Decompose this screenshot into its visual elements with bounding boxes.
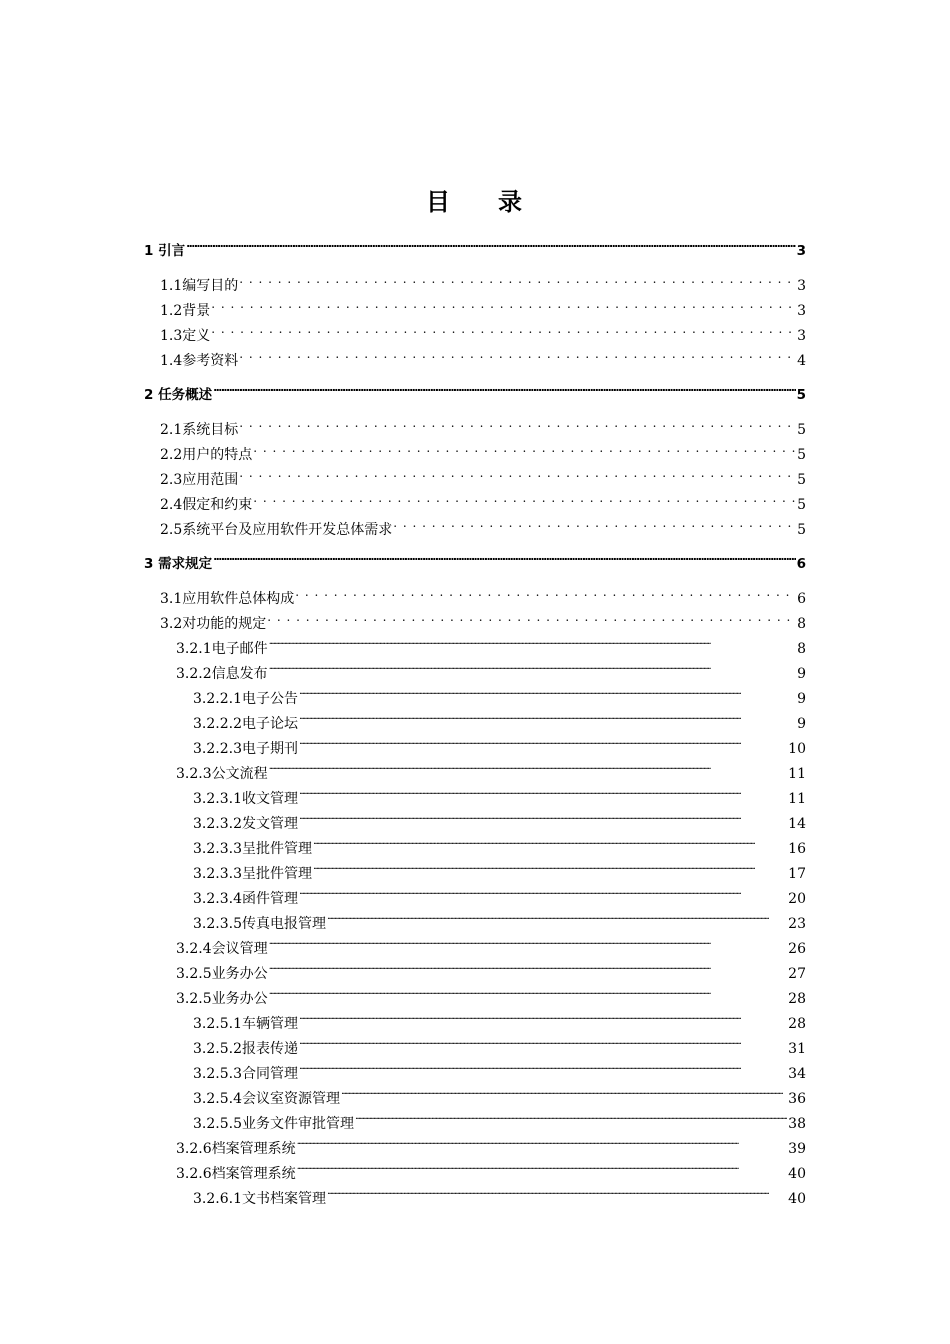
- toc-entry-label: 2 任务概述: [144, 387, 213, 403]
- toc-entry-page-number: 8: [797, 616, 806, 632]
- toc-entry-label: 3.2.3.1收文管理: [193, 791, 298, 807]
- toc-entry-page-number: 3: [796, 243, 806, 259]
- toc-entry[interactable]: [144, 377, 806, 403]
- toc-entry-label: 3.2.3.3呈批件管理: [193, 841, 312, 857]
- toc-entry-page-number: 5: [797, 472, 806, 488]
- toc-entry-page-number: 39: [788, 1141, 806, 1157]
- dot-leader: [253, 487, 796, 509]
- toc-entry[interactable]: [193, 1031, 806, 1057]
- toc-entry[interactable]: [193, 1081, 806, 1107]
- dot-leader: [213, 546, 796, 568]
- toc-entry[interactable]: [160, 437, 806, 463]
- toc-entry[interactable]: [176, 1131, 806, 1157]
- toc-entry-page-number: 6: [796, 556, 806, 572]
- toc-entry[interactable]: [160, 462, 806, 488]
- toc-entry[interactable]: [160, 318, 806, 344]
- toc-entry-page-number: 11: [788, 766, 806, 782]
- toc-entry-label: 3.2.2信息发布: [176, 666, 268, 682]
- toc-entry[interactable]: [176, 756, 806, 782]
- toc-entry[interactable]: [176, 631, 806, 657]
- toc-entry-label: 3.2.3.2发文管理: [193, 816, 298, 832]
- toc-entry-page-number: 5: [796, 387, 806, 403]
- toc-entry-label: 1.2背景: [160, 303, 211, 319]
- toc-entry[interactable]: [193, 681, 806, 707]
- toc-entry-page-number: 16: [788, 841, 806, 857]
- dot-leader: [267, 606, 796, 628]
- toc-entry-label: 3.2.5.4会议室资源管理: [193, 1091, 340, 1107]
- dot-leader: [313, 831, 787, 853]
- toc-entry-label: 1.4参考资料: [160, 353, 239, 369]
- toc-entry-page-number: 3: [797, 278, 806, 294]
- toc-entry[interactable]: [160, 581, 806, 607]
- toc-entry-label: 2.1系统目标: [160, 422, 239, 438]
- toc-entry[interactable]: [193, 731, 806, 757]
- toc-entry-label: 2.3应用范围: [160, 472, 239, 488]
- dot-leader: [239, 462, 796, 484]
- toc-entry-page-number: 28: [788, 1016, 806, 1032]
- toc-entry-page-number: 28: [788, 991, 806, 1007]
- dot-leader: [297, 1131, 788, 1153]
- toc-entry[interactable]: [193, 781, 806, 807]
- toc-entry-page-number: 14: [788, 816, 806, 832]
- toc-entry-label: 3.1应用软件总体构成: [160, 591, 295, 607]
- toc-entry-page-number: 5: [797, 422, 806, 438]
- title-left-char: 目: [426, 187, 452, 216]
- title-right-char: 录: [498, 187, 524, 216]
- toc-entry[interactable]: [193, 1106, 806, 1132]
- toc-entry-label: 1.3定义: [160, 328, 211, 344]
- toc-entry-label: 2.2用户的特点: [160, 447, 253, 463]
- dot-leader: [269, 931, 788, 953]
- dot-leader: [269, 981, 788, 1003]
- toc-entry[interactable]: [160, 606, 806, 632]
- toc-entry-label: 3.2.5.1车辆管理: [193, 1016, 298, 1032]
- dot-leader: [341, 1081, 787, 1103]
- toc-entry[interactable]: [176, 981, 806, 1007]
- dot-leader: [327, 1181, 787, 1203]
- toc-entry[interactable]: [176, 956, 806, 982]
- toc-entry[interactable]: [193, 881, 806, 907]
- dot-leader: [239, 268, 796, 290]
- toc-entry-label: 3.2.5业务办公: [176, 991, 268, 1007]
- dot-leader: [299, 1031, 787, 1053]
- toc-entry-page-number: 9: [797, 666, 806, 682]
- toc-entry-label: 3.2.3公文流程: [176, 766, 268, 782]
- toc-entry-page-number: 36: [788, 1091, 806, 1107]
- toc-entry-page-number: 11: [788, 791, 806, 807]
- dot-leader: [299, 681, 796, 703]
- toc-entry-label: 3.2.6档案管理系统: [176, 1166, 296, 1182]
- toc-entry-page-number: 9: [797, 691, 806, 707]
- dot-leader: [299, 781, 787, 803]
- dot-leader: [211, 293, 796, 315]
- toc-entry-page-number: 38: [788, 1116, 806, 1132]
- toc-entry-page-number: 5: [797, 447, 806, 463]
- toc-entry-page-number: 5: [797, 522, 806, 538]
- toc-entry[interactable]: [160, 487, 806, 513]
- toc-entry[interactable]: [176, 931, 806, 957]
- toc-entry[interactable]: [160, 343, 806, 369]
- toc-entry-label: 3.2.5业务办公: [176, 966, 268, 982]
- dot-leader: [299, 706, 796, 728]
- toc-entry-page-number: 27: [788, 966, 806, 982]
- toc-entry-label: 3.2.3.4函件管理: [193, 891, 298, 907]
- dot-leader: [253, 437, 796, 459]
- dot-leader: [393, 512, 796, 534]
- toc-entry-page-number: 34: [788, 1066, 806, 1082]
- toc-entry-page-number: 26: [788, 941, 806, 957]
- toc-entry-label: 1 引言: [144, 243, 186, 259]
- toc-entry-label: 3.2.6档案管理系统: [176, 1141, 296, 1157]
- dot-leader: [295, 581, 796, 603]
- toc-entry[interactable]: [193, 806, 806, 832]
- toc-entry-page-number: 31: [788, 1041, 806, 1057]
- dot-leader: [297, 1156, 788, 1178]
- dot-leader: [313, 856, 787, 878]
- dot-leader: [299, 806, 787, 828]
- toc-entry-label: 3.2.5.3合同管理: [193, 1066, 298, 1082]
- dot-leader: [355, 1106, 787, 1128]
- toc-entry-page-number: 9: [797, 716, 806, 732]
- toc-entry-page-number: 40: [788, 1191, 806, 1207]
- toc-entry-label: 3.2对功能的规定: [160, 616, 267, 632]
- toc-entry[interactable]: [193, 856, 806, 882]
- toc-entry-page-number: 3: [797, 328, 806, 344]
- toc-entry-page-number: 20: [788, 891, 806, 907]
- toc-entry-label: 3.2.5.5业务文件审批管理: [193, 1116, 354, 1132]
- toc-entry[interactable]: [160, 293, 806, 319]
- dot-leader: [239, 343, 796, 365]
- toc-entry-label: 3 需求规定: [144, 556, 213, 572]
- toc-entry[interactable]: [144, 546, 806, 572]
- toc-entry[interactable]: [193, 1181, 806, 1207]
- dot-leader: [186, 233, 796, 255]
- toc-entry-page-number: 23: [788, 916, 806, 932]
- toc-entry[interactable]: [193, 706, 806, 732]
- toc-entry-page-number: 6: [797, 591, 806, 607]
- dot-leader: [269, 956, 788, 978]
- toc-entry[interactable]: [160, 268, 806, 294]
- toc-entry[interactable]: [176, 656, 806, 682]
- toc-entry[interactable]: [176, 1156, 806, 1182]
- dot-leader: [269, 756, 788, 778]
- dot-leader: [299, 881, 787, 903]
- dot-leader: [299, 1056, 787, 1078]
- toc-entry-label: 3.2.2.3电子期刊: [193, 741, 298, 757]
- dot-leader: [327, 906, 787, 928]
- toc-entry-label: 3.2.6.1文书档案管理: [193, 1191, 326, 1207]
- dot-leader: [211, 318, 796, 340]
- toc-entry[interactable]: [160, 412, 806, 438]
- toc-entry-page-number: 3: [797, 303, 806, 319]
- dot-leader: [239, 412, 796, 434]
- dot-leader: [299, 1006, 787, 1028]
- toc-entry[interactable]: [193, 1006, 806, 1032]
- toc-entry-label: 3.2.2.1电子公告: [193, 691, 298, 707]
- toc-entry-label: 3.2.3.3呈批件管理: [193, 866, 312, 882]
- toc-entry-page-number: 17: [788, 866, 806, 882]
- toc-entry-page-number: 8: [797, 641, 806, 657]
- toc-entry-label: 3.2.2.2电子论坛: [193, 716, 298, 732]
- dot-leader: [269, 656, 796, 678]
- toc-entry-label: 3.2.5.2报表传递: [193, 1041, 298, 1057]
- toc-entry-label: 3.2.3.5传真电报管理: [193, 916, 326, 932]
- toc-entry-label: 3.2.4会议管理: [176, 941, 268, 957]
- toc-entry[interactable]: [144, 233, 806, 259]
- toc-entry[interactable]: [193, 1056, 806, 1082]
- toc-entry-label: 1.1编写目的: [160, 278, 239, 294]
- toc-entry-label: 3.2.1电子邮件: [176, 641, 268, 657]
- toc-entry-label: 2.4假定和约束: [160, 497, 253, 513]
- dot-leader: [213, 377, 796, 399]
- toc-entry-page-number: 10: [788, 741, 806, 757]
- toc-entry[interactable]: [160, 512, 806, 538]
- toc-entry-page-number: 5: [797, 497, 806, 513]
- toc-entry[interactable]: [193, 831, 806, 857]
- dot-leader: [299, 731, 787, 753]
- dot-leader: [269, 631, 796, 653]
- toc-entry-page-number: 4: [797, 353, 806, 369]
- toc-entry-label: 2.5系统平台及应用软件开发总体需求: [160, 522, 393, 538]
- toc-entry-page-number: 40: [788, 1166, 806, 1182]
- toc-entry[interactable]: [193, 906, 806, 932]
